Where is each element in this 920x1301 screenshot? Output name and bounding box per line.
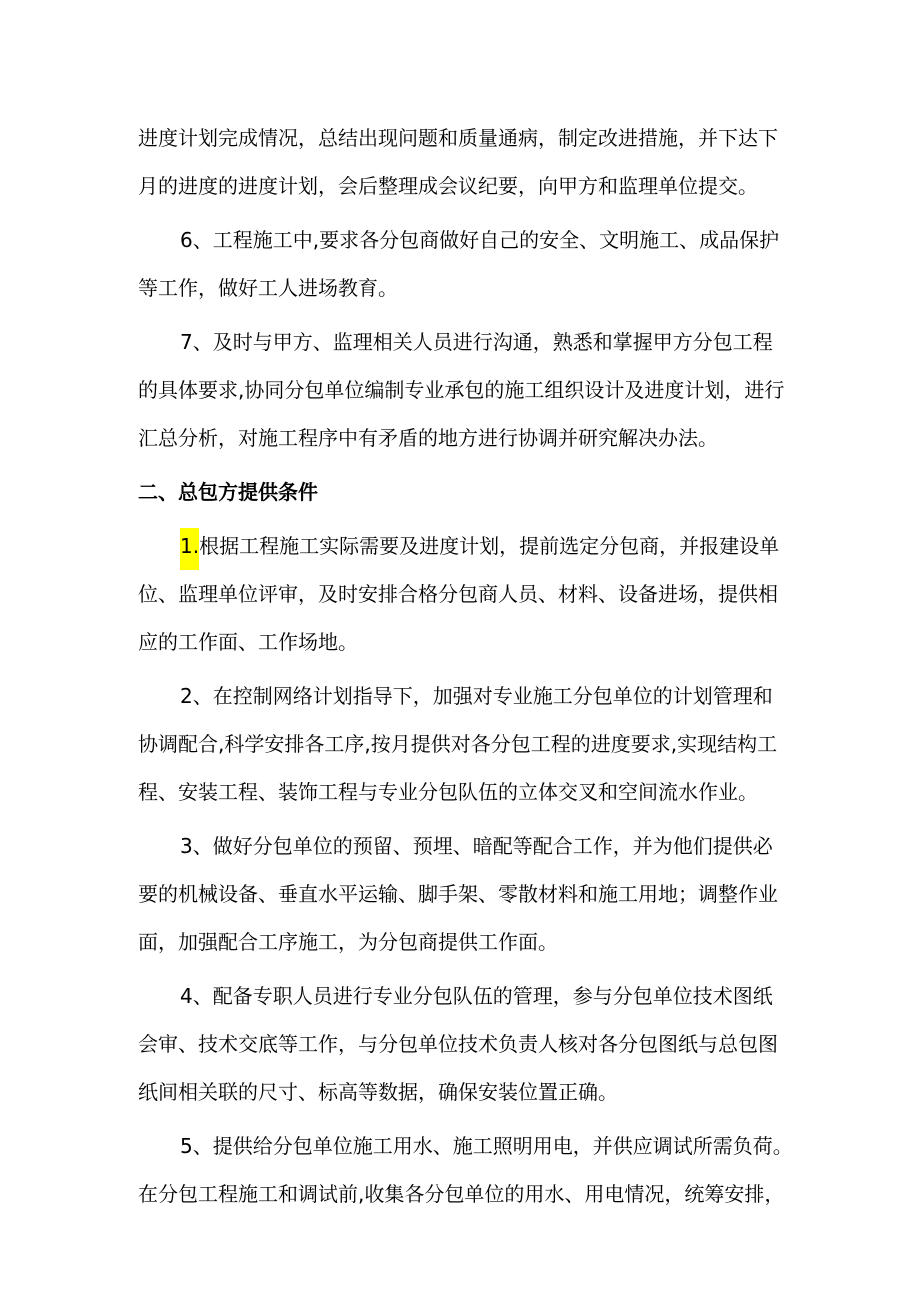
text-line: 进度计划完成情况，总结出现问题和质量通病，制定改进措施，并下达下 [138,126,778,150]
item-1 [138,522,788,666]
paragraph-7 [138,318,788,462]
text-line: 位、监理单位评审，及时安排合格分包商人员、材料、设备进场，提供相 [138,582,778,606]
item-4 [138,972,788,1116]
text-line: 面，加强配合工序施工，为分包商提供工作面。 [138,930,558,954]
text-line: 纸间相关联的尺寸、标高等数据，确保安装位置正确。 [138,1080,618,1104]
text-line-rest: 根据工程施工实际需要及进度计划，提前选定分包商，并报建设单 [199,534,780,558]
text-line: 4、配备专职人员进行专业分包队伍的管理，参与分包单位技术图纸 [180,984,773,1008]
text-line: 在分包工程施工和调试前,收集各分包单位的用水、用电情况，统筹安排， [138,1182,785,1206]
document-body [138,114,793,1224]
text-line: 7、及时与甲方、监理相关人员进行沟通，熟悉和掌握甲方分包工程 [180,330,773,354]
text-line: 汇总分析，对施工程序中有矛盾的地方进行协调并研究解决办法。 [138,426,718,450]
section-heading-text: 二、总包方提供条件 [138,480,318,504]
text-line: 要的机械设备、垂直水平运输、脚手架、零散材料和施工用地；调整作业 [138,882,778,906]
text-line: 等工作，做好工人进场教育。 [138,276,398,300]
text-line: 程、安装工程、装饰工程与专业分包队伍的立体交叉和空间流水作业。 [138,780,758,804]
text-line: 2、在控制网络计划指导下，加强对专业施工分包单位的计划管理和 [180,684,773,708]
paragraph-continued [138,114,788,210]
item-2 [138,672,788,816]
text-line: 应的工作面、工作场地。 [138,630,358,654]
text-line: 3、做好分包单位的预留、预埋、暗配等配合工作，并为他们提供必 [180,834,773,858]
item-5 [138,1122,793,1218]
text-line: 协调配合,科学安排各工序,按月提供对各分包工程的进度要求,实现结构工 [138,732,778,756]
highlighted-number: 1. [180,528,199,570]
text-line: 的具体要求,协同分包单位编制专业承包的施工组织设计及进度计划，进行 [138,378,785,402]
item-3 [138,822,788,966]
text-line: 会审、技术交底等工作，与分包单位技术负责人核对各分包图纸与总包图 [138,1032,778,1056]
text-line: 6、工程施工中,要求各分包商做好自己的安全、文明施工、成品保护 [180,228,780,252]
paragraph-6 [138,216,788,312]
text-line: 5、提供给分包单位施工用水、施工照明用电，并供应调试所需负荷。 [180,1134,793,1158]
text-line [138,522,788,570]
text-line: 月的进度的进度计划，会后整理成会议纪要，向甲方和监理单位提交。 [138,174,758,198]
section-heading [138,468,788,516]
